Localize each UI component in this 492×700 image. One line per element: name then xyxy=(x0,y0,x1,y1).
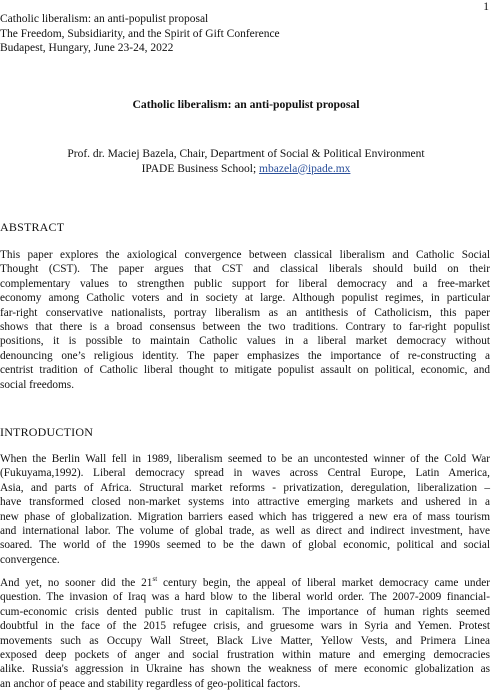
paragraph-line: movements such as Occupy Wall Street, Black Live Matter, Yellow Vests, and Primera Linea xyxy=(0,634,490,647)
author-affiliation-line xyxy=(0,162,492,177)
introduction-paragraph-1 xyxy=(0,452,490,567)
paragraph-lines xyxy=(0,590,490,691)
paragraph-line: have transformed closed non-market systems into attractive emerging markets and ushered in a xyxy=(0,496,490,509)
paragraph-line: When the Berlin Wall fell in 1989, liberalism seemed to be an uncontested winner of the Cold War xyxy=(0,453,490,465)
author-block xyxy=(0,147,492,176)
header-line-conference: The Freedom, Subsidiarity, and the Spirit of Gift Conference xyxy=(0,27,280,40)
paragraph-line: complementary values to strengthen public support for liberal democracy and a free-market xyxy=(0,277,490,290)
paragraph-line: far-right conservative nationalists, portray liberalism as an antithesis of Catholicism, this paper xyxy=(0,306,490,319)
superscript: st xyxy=(152,575,158,584)
paragraph-line: cum-economic crisis dented public trust in capitalism. The importance of human rights seemed xyxy=(0,605,490,618)
paragraph-line: and international labor. The volume of global trade, as well as direct and indirect investment, have xyxy=(0,525,490,538)
paragraph-line: positions, it is possible to maintain Catholic values in a liberal market democracy without xyxy=(0,335,490,348)
paragraph-line: centrist tradition of Catholic liberal thought to mitigate populist assault on political, economic, and xyxy=(0,364,490,377)
running-header xyxy=(0,12,470,56)
paragraph-line: social freedoms. xyxy=(0,378,75,391)
introduction-paragraph-2 xyxy=(0,576,490,691)
abstract-paragraph xyxy=(0,248,490,392)
paragraph-line: This paper explores the axiological convergence between classical liberalism and Catholic Social xyxy=(0,249,490,261)
author-affiliation: IPADE Business School; xyxy=(141,162,260,175)
paragraph-line: economy among Catholic voters and in society at large. Although populist regimes, in particular xyxy=(0,292,490,305)
abstract-heading: ABSTRACT xyxy=(0,220,65,234)
author-email-link[interactable]: mbazela@ipade.mx xyxy=(259,162,351,175)
introduction-heading: INTRODUCTION xyxy=(0,425,94,439)
paragraph-line: doubtful in the face of the 2015 refugee crisis, and gruesome wars in Syria and Yemen. Protest xyxy=(0,620,490,633)
paragraph-line: Asia, and parts of Africa. Structural market reforms - privatization, deregulation, liberalization – xyxy=(0,481,490,494)
paragraph-line: alike. Russia's aggression in Ukraine has shown the weakness of mere economic globalization as xyxy=(0,663,490,676)
paragraph-line: convergence. xyxy=(0,553,60,566)
paragraph-line: shows that there is a broad consensus between the two traditions. Contrary to far-right populist xyxy=(0,321,490,334)
author-name: Prof. dr. Maciej Bazela, Chair, Department of Social & Political Environment xyxy=(67,148,425,160)
paragraph-line: new phase of globalization. Migration barriers eased which has triggered a new era of mass tourism xyxy=(0,510,490,523)
page-number: 1 xyxy=(483,1,489,13)
paragraph-line: question. The invasion of Iraq was a hard blow to the liberal world order. The 2007-2009 financial- xyxy=(0,591,490,604)
header-line-title: Catholic liberalism: an anti-populist proposal xyxy=(0,13,209,25)
paragraph-line xyxy=(0,576,490,590)
paragraph-line: soared. The world of the 1990s seemed to be the dawn of global economic, political and social xyxy=(0,539,490,552)
paragraph-line: Thought (CST). The paper argues that CST and classical liberals should build on their xyxy=(0,263,490,276)
paragraph-line: (Fukuyama,1992). Liberal democracy spread in waves across Central Europe, Latin America, xyxy=(0,467,490,480)
text-run: And yet, no sooner did the 21 xyxy=(0,577,153,589)
paragraph-line: exposed deep pockets of anger and social frustration within mature and emerging democracies xyxy=(0,649,490,662)
text-run: century begin, the appeal of liberal market democracy came under xyxy=(157,577,490,589)
paper-title: Catholic liberalism: an anti-populist proposal xyxy=(132,98,360,111)
paragraph-line: an anchor of peace and stability regardless of geo-political factors. xyxy=(0,677,301,690)
paragraph-line: denouncing one’s religious identity. The paper emphasizes the importance of re-constructing a xyxy=(0,349,490,362)
header-line-location: Budapest, Hungary, June 23-24, 2022 xyxy=(0,42,174,54)
